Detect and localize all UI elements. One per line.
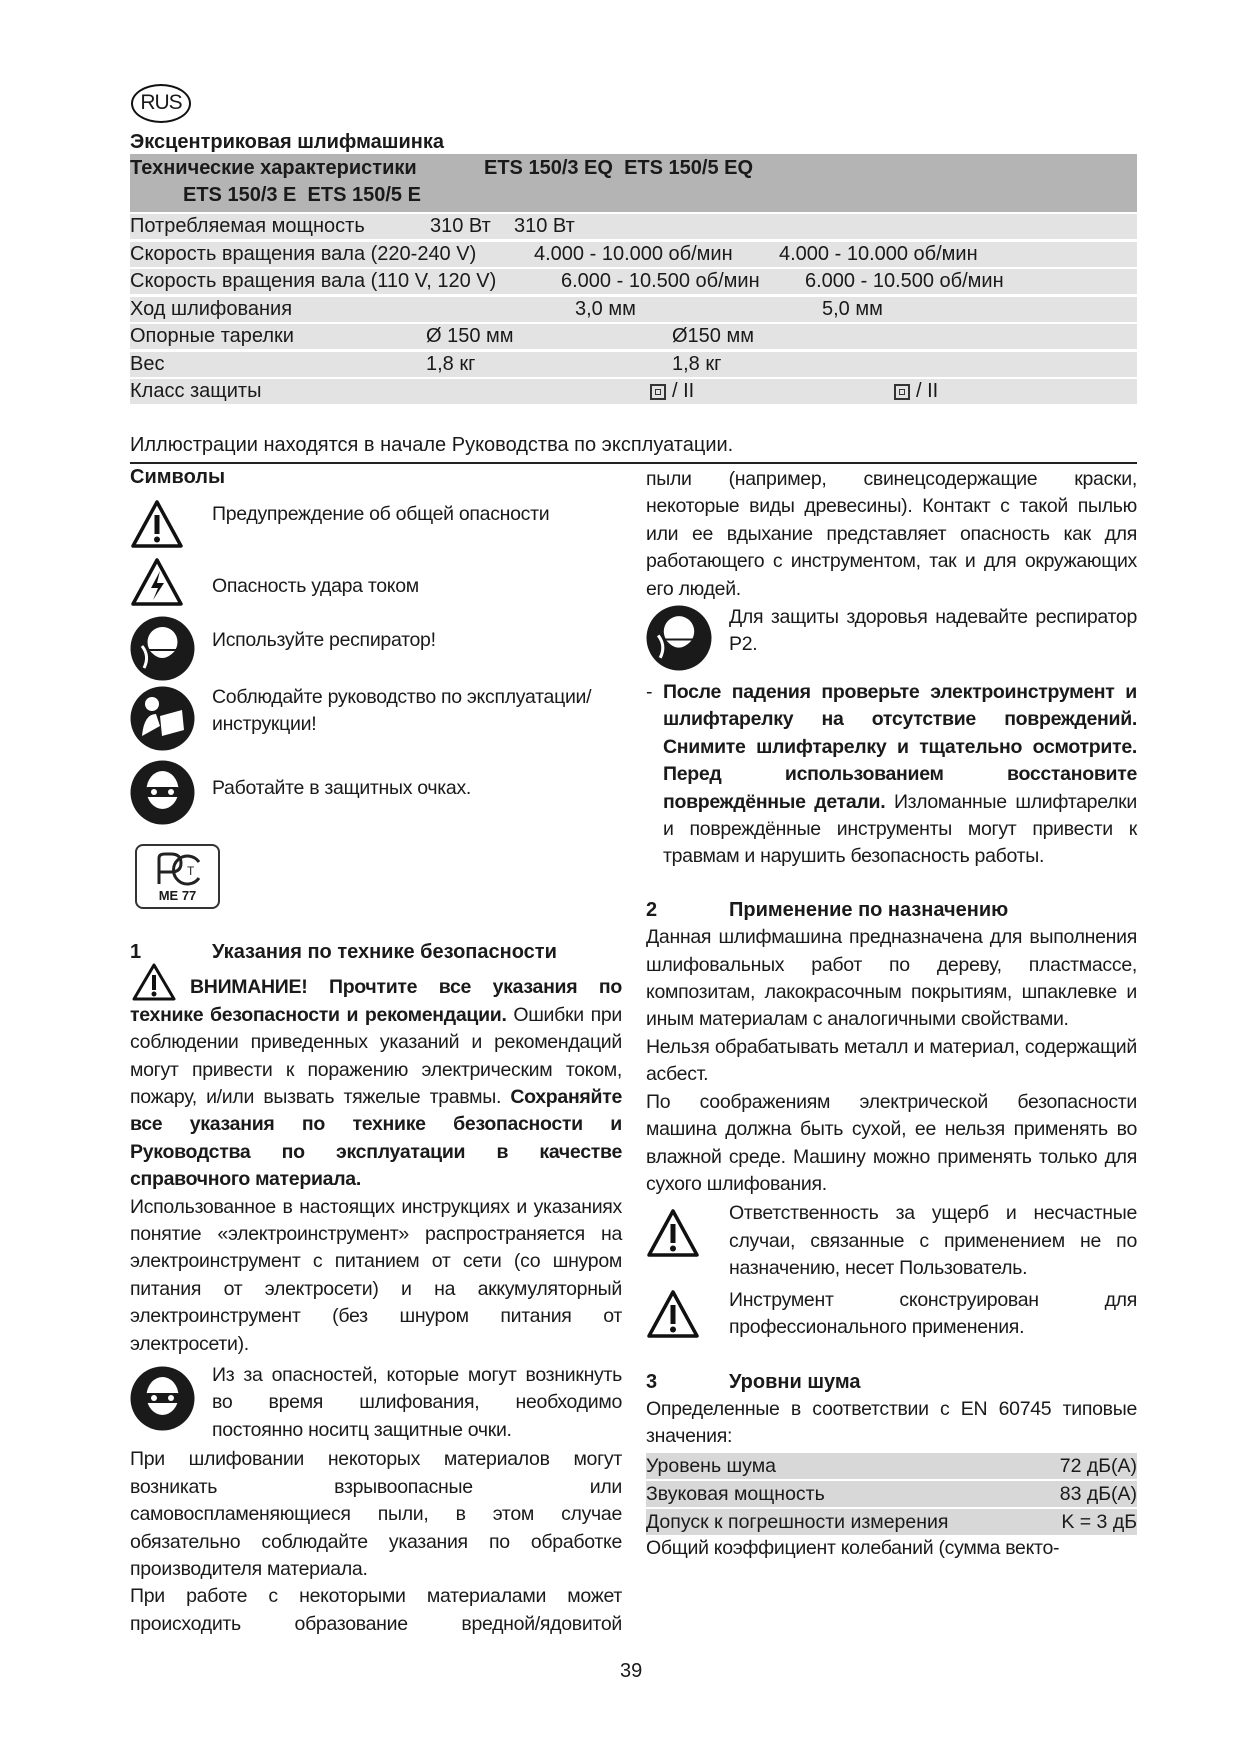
spec-row [130, 297, 1137, 322]
section-3-paragraph: Общий коэффициент колебаний (сумма векто- [646, 1536, 1060, 1559]
spec-header-models-2: ETS 150/3 E ETS 150/5 E [183, 184, 421, 206]
warning-icon [646, 1208, 700, 1258]
body-text: Ошибки при соблюдении приведенных указаний и рекомендаций могут привести к поражению электрическим током, пожару, и/или вызвать тяжелые травмы. [130, 1003, 622, 1109]
section-1-paragraph: Использованное в настоящих инструкциях и указаниях понятие «электроинструмент» распространяется на электроинструмент с питанием от сети (со шнуром питания от электросети) и на аккумуляторный электроинструмент (без шнуром питания от электросети). [130, 1195, 622, 1355]
section-2-paragraph: По соображениям электрической безопасности машина должна быть сухой, ее нельзя применять во влажной среде. Машину можно применять только для сухого шлифования. [646, 1090, 1137, 1195]
spec-label: Класс защиты [130, 380, 262, 402]
language-badge: RUS [131, 84, 191, 123]
safety-goggles-icon [130, 760, 195, 825]
spec-value: Ø150 мм [672, 325, 754, 347]
section-1-number: 1 [130, 941, 142, 963]
noise-label: Уровень шума [646, 1454, 776, 1477]
spec-label: Ход шлифования [130, 297, 293, 320]
section-3-heading: Уровни шума [729, 1370, 861, 1393]
section-3-header [646, 1369, 1137, 1396]
section-1-heading: Указания по технике безопасности [212, 941, 557, 963]
symbol-text: Предупреждение об общей опасности [212, 503, 550, 525]
spec-value: 4.000 - 10.000 об/мин [779, 242, 978, 265]
spec-value: 1,8 кг [672, 352, 722, 375]
section-3-number: 3 [646, 1370, 658, 1393]
warning-icon [130, 499, 184, 549]
page-number: 39 [620, 1660, 643, 1682]
warning-text: После падения проверьте электроинструмент и шлифтарелку на отсутствие повреждений. Снимите шлифтарелку и тщательно осмотрите. Перед использованием восстановите повреждённые детали. [663, 681, 1137, 813]
right-column-flow [646, 466, 1137, 1562]
spec-value: 310 Вт [430, 215, 491, 237]
drop-check-paragraph [663, 679, 1137, 871]
spec-header-models-1: ETS 150/3 EQ ETS 150/5 EQ [484, 157, 754, 179]
spec-row [130, 242, 1137, 267]
section-1-paragraph: При работе с некоторыми материалами может происходить образование вредной/ядовитой [130, 1585, 622, 1635]
respirator-note-row [646, 604, 1137, 677]
section-1-header [130, 939, 622, 966]
svg-text:T: T [187, 864, 195, 878]
section-2-number: 2 [646, 898, 658, 921]
respirator-icon [130, 616, 195, 681]
spec-label: Потребляемая мощность [130, 215, 365, 237]
drop-check-block [646, 679, 1137, 871]
electric-shock-icon [130, 557, 184, 607]
pct-mark-icon [151, 850, 205, 888]
respirator-note: Для защиты здоровья надевайте респиратор P2. [729, 606, 1137, 656]
noise-row [646, 1481, 1137, 1507]
warning-icon-box [646, 1287, 729, 1345]
warning-text: Сохраняйте все указания по технике безопасности и Руководства по эксплуатации в качестве справочного материала. [130, 1086, 622, 1191]
spec-row [130, 379, 1137, 404]
spec-label: Скорость вращения вала (110 V, 120 V) [130, 270, 497, 292]
symbol-text: Опасность удара током [212, 575, 419, 597]
spec-label: Скорость вращения вала (220-240 V) [130, 242, 477, 265]
noise-row [646, 1509, 1137, 1535]
spec-header-label: Технические характеристики [130, 157, 417, 179]
goggles-note-row [130, 1362, 622, 1444]
warning-text: ВНИМАНИЕ! Прочтите все указания по технике безопасности и рекомендации. [130, 976, 622, 1026]
warning-note: Ответственность за ущерб и несчастные случаи, связанные с применением не по назначению, несет Пользователь. [729, 1202, 1137, 1280]
spec-row [130, 269, 1137, 294]
section-1-warning-block [130, 974, 622, 1193]
spec-value: 3,0 мм [575, 297, 636, 320]
respirator-icon [646, 605, 712, 671]
spec-value: 5,0 мм [822, 297, 883, 320]
noise-label: Допуск к погрешности измерения [646, 1510, 949, 1533]
section-2-heading: Применение по назначению [729, 898, 1009, 921]
symbol-text: Соблюдайте руководство по эксплуатации/инструкции! [212, 686, 592, 736]
spec-row [130, 352, 1137, 377]
noise-value: 83 дБ(A) [1059, 1482, 1137, 1505]
goggles-note: Из за опасностей, которые могут возникнуть во время шлифования, необходимо постоянно носитц защитные очки. [212, 1364, 622, 1441]
section-2-header [646, 897, 1137, 924]
protection-class-icon [650, 384, 666, 400]
warning-note-row [646, 1287, 1137, 1345]
section-2-paragraph: Данная шлифмашина предназначена для выполнения шлифовальных работ по дереву, пластмассе, композитам, лакокрасочным покрытиям, шпаклевке и иным материалам с аналогичными свойствами. [646, 926, 1137, 1031]
section-1-paragraph: При шлифовании некоторых материалов могут возникать взрывоопасные или самовоспламеняющиеся пыли, в этом случае обязательно соблюдайте указания по обработке производителя материала. [130, 1448, 622, 1580]
noise-value: K = 3 дБ [1061, 1510, 1137, 1533]
read-manual-icon [130, 686, 195, 751]
spec-label: Вес [130, 352, 165, 375]
spec-value: / II [672, 380, 695, 402]
illustrations-note: Иллюстрации находятся в начале Руководства по эксплуатации. [130, 434, 734, 456]
body-text: Изломанные шлифтарелки и повреждённые инструменты могут привести к травмам и нарушить безопасность работы. [663, 790, 1137, 868]
goggles-icon-box [130, 1362, 212, 1437]
warning-note: Инструмент сконструирован для профессионального применения. [729, 1288, 1137, 1338]
certification-mark [135, 844, 220, 909]
noise-value: 72 дБ(A) [1059, 1454, 1137, 1477]
symbol-text: Используйте респиратор! [212, 629, 436, 651]
document-title: Эксцентриковая шлифмашинка [130, 131, 444, 153]
noise-label: Звуковая мощность [646, 1482, 825, 1505]
left-column-flow [130, 939, 622, 1638]
noise-row [646, 1453, 1137, 1479]
section-1-paragraph-cont: пыли (например, свинецсодержащие краски, некоторые виды древесины). Контакт с такой пылью или ее вдыхание представляет опасность как для работающего с инструментом, так и для окружающих его людей. [646, 468, 1137, 600]
spec-value: 1,8 кг [426, 352, 476, 375]
respirator-icon-box [646, 604, 729, 677]
spec-label: Опорные тарелки [130, 325, 294, 347]
list-dash: - [646, 681, 653, 704]
warning-note-row [646, 1200, 1137, 1282]
spec-row [130, 324, 1137, 349]
divider [130, 462, 1137, 464]
spec-value: 6.000 - 10.500 об/мин [561, 270, 760, 292]
cert-code: ME 77 [158, 888, 197, 903]
section-1-paragraph [130, 974, 622, 1193]
warning-icon-box [646, 1200, 729, 1264]
spec-value: 6.000 - 10.500 об/мин [805, 270, 1004, 292]
spec-table-header [130, 154, 1137, 212]
warning-icon [646, 1289, 700, 1339]
spec-value: 310 Вт [514, 215, 575, 237]
warning-icon [131, 962, 177, 1002]
safety-goggles-icon [130, 1366, 195, 1431]
section-2-paragraph: Нельзя обрабатывать металл и материал, содержащий асбест. [646, 1035, 1137, 1086]
spec-value: Ø 150 мм [426, 325, 514, 347]
section-3-paragraph: Определенные в соответствии с EN 60745 типовые значения: [646, 1397, 1137, 1448]
symbols-heading: Символы [130, 466, 226, 488]
spec-value: 4.000 - 10.000 об/мин [534, 242, 733, 265]
spec-value: / II [916, 380, 939, 402]
spec-row [130, 214, 1137, 239]
protection-class-icon [894, 384, 910, 400]
symbol-text: Работайте в защитных очках. [212, 777, 472, 799]
